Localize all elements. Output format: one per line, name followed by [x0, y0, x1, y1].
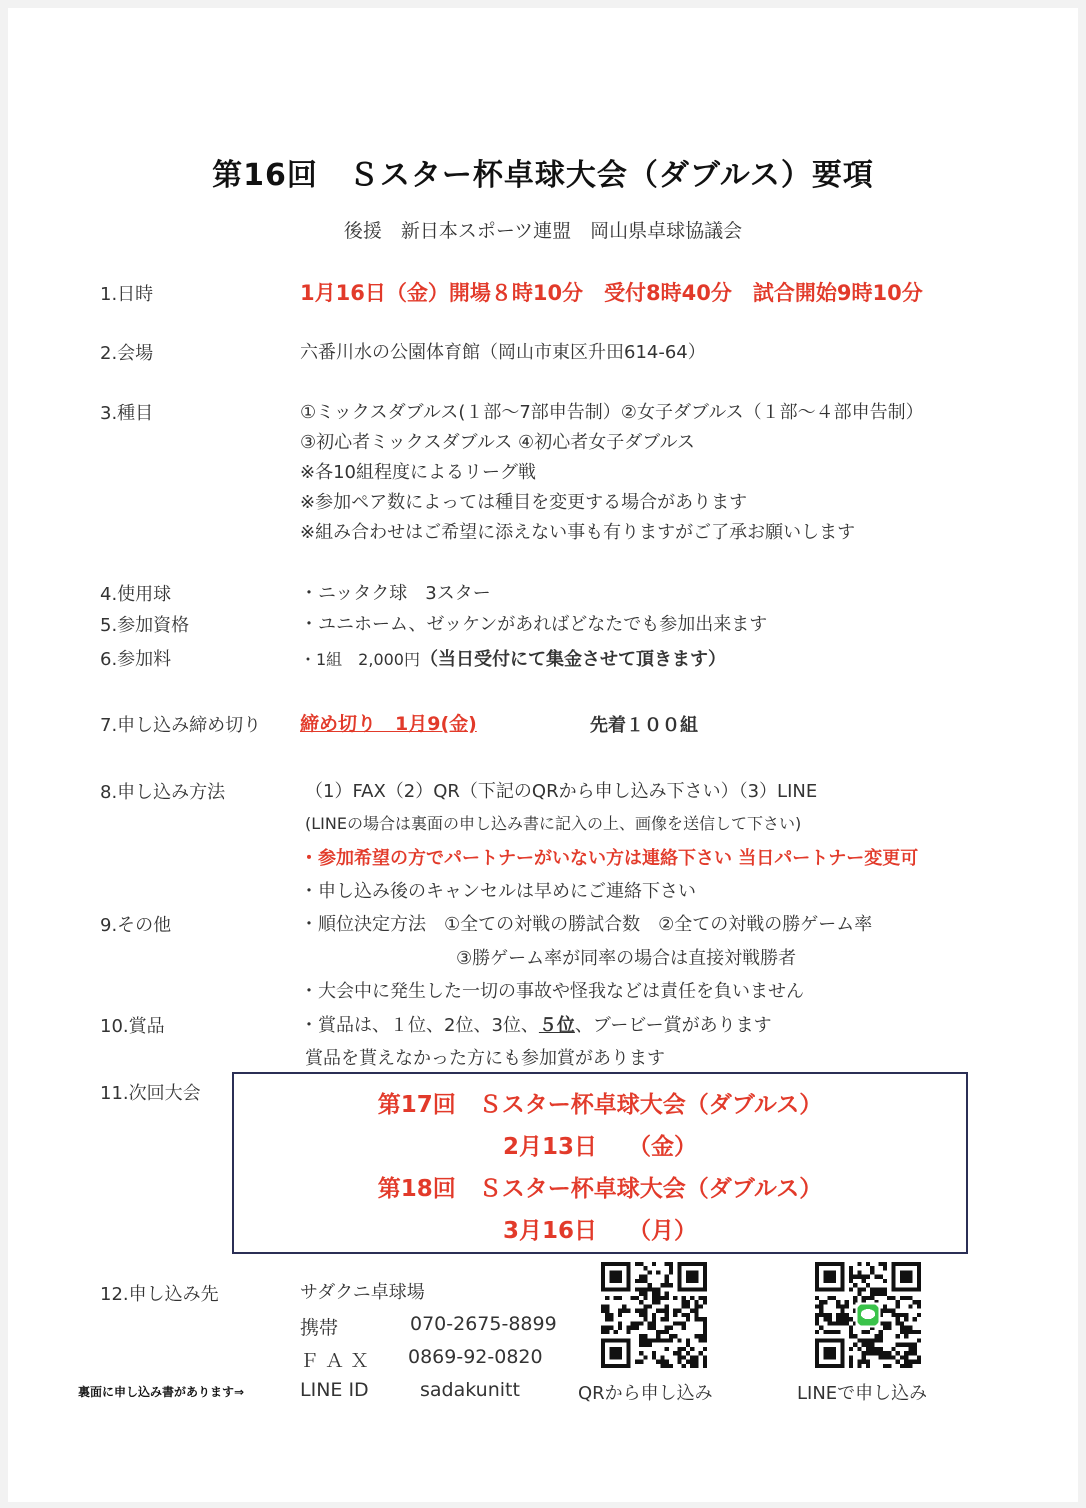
contact-label: 12.申し込み先: [100, 1284, 219, 1305]
prizes-emphasis: ５位: [538, 1015, 575, 1036]
method-line3: ・参加希望の方でパートナーがいない方は連絡下さい 当日パートナー変更可: [300, 848, 919, 869]
other-line3: ・大会中に発生した一切の事故や怪我などは責任を負いません: [300, 981, 804, 1002]
deadline-label: 7.申し込み締め切り: [100, 715, 262, 736]
next-18-date: 3月16日 （月）: [502, 1218, 698, 1244]
back-side-note: 裏面に申し込み書があります⇒: [78, 1385, 245, 1399]
other-line1: ・順位決定方法 ①全ての対戦の勝試合数 ②全ての対戦の勝ゲーム率: [300, 914, 873, 935]
mobile-number: 070-2675-8899: [410, 1313, 557, 1335]
line-caption: LINEで申し込み: [797, 1383, 928, 1404]
page-title: 第16回 Ｓスター杯卓球大会（ダブルス）要項: [212, 158, 874, 193]
next-17-date: 2月13日 （金）: [502, 1134, 698, 1160]
qr-caption: QRから申し込み: [578, 1383, 713, 1404]
venue-label: 2.会場: [100, 343, 154, 364]
eligibility-value: ・ユニホーム、ゼッケンがあればどなたでも参加出来ます: [300, 614, 768, 635]
other-line2: ③勝ゲーム率が同率の場合は直接対戦勝者: [456, 948, 797, 969]
line-id-label: LINE ID: [300, 1379, 369, 1401]
contact-name: サダクニ卓球場: [300, 1282, 425, 1303]
prizes-line2: 賞品を貰えなかった方にも参加賞があります: [305, 1048, 665, 1069]
deadline-value: 締め切り 1月9(金): [300, 713, 477, 735]
next-tournament-box: [232, 1072, 968, 1254]
method-label: 8.申し込み方法: [100, 782, 226, 803]
venue-value: 六番川水の公園体育館（岡山市東区升田614-64）: [300, 342, 706, 363]
next-17-title: 第17回 Ｓスター杯卓球大会（ダブルス）: [377, 1092, 823, 1118]
ball-value: ・ニッタク球 3スター: [300, 583, 491, 604]
events-line: ①ミックスダブルス(１部～7部申告制）②女子ダブルス（１部～４部申告制）: [300, 402, 924, 423]
deadline-note: 先着１００組: [590, 715, 698, 736]
fax-label: ＦＡＸ: [300, 1350, 376, 1372]
method-line1: （1）FAX（2）QR（下記のQRから申し込み下さい）（3）LINE: [305, 781, 818, 802]
ball-label: 4.使用球: [100, 584, 172, 605]
fee-note: （当日受付にて集金させて頂きます）: [420, 649, 726, 670]
sponsor-line: 後援 新日本スポーツ連盟 岡山県卓球協議会: [343, 220, 743, 242]
fee-label: 6.参加料: [100, 649, 172, 670]
line-id-value: sadakunitt: [420, 1379, 520, 1401]
next-label: 11.次回大会: [100, 1083, 201, 1104]
fax-number: 0869-92-0820: [408, 1346, 543, 1368]
method-line4: ・申し込み後のキャンセルは早めにご連絡下さい: [300, 881, 696, 902]
mobile-label: 携帯: [300, 1317, 339, 1339]
fee-value: ・1組 2,000円（当日受付にて集金させて頂きます）: [300, 649, 726, 670]
events-line: ※各10組程度によるリーグ戦: [300, 462, 536, 483]
events-label: 3.種目: [100, 403, 154, 424]
other-label: 9.その他: [100, 915, 172, 936]
datetime-label: 1.日時: [100, 284, 154, 305]
line-qr-code-icon[interactable]: [815, 1262, 921, 1368]
prizes-line1: ・賞品は、１位、2位、3位、５位、ブービー賞があります: [300, 1015, 772, 1036]
prizes-label: 10.賞品: [100, 1016, 165, 1037]
events-line: ※組み合わせはご希望に添えない事も有りますがご了承お願いします: [300, 522, 856, 543]
qr-code-icon[interactable]: [601, 1262, 707, 1368]
eligibility-label: 5.参加資格: [100, 615, 190, 636]
method-line2: (LINEの場合は裏面の申し込み書に記入の上、画像を送信して下さい): [305, 814, 802, 833]
next-18-title: 第18回 Ｓスター杯卓球大会（ダブルス）: [377, 1176, 823, 1202]
events-line: ③初心者ミックスダブルス ④初心者女子ダブルス: [300, 432, 695, 453]
events-line: ※参加ペア数によっては種目を変更する場合があります: [300, 492, 748, 513]
datetime-value: 1月16日（金）開場８時10分 受付8時40分 試合開始9時10分: [300, 281, 923, 305]
